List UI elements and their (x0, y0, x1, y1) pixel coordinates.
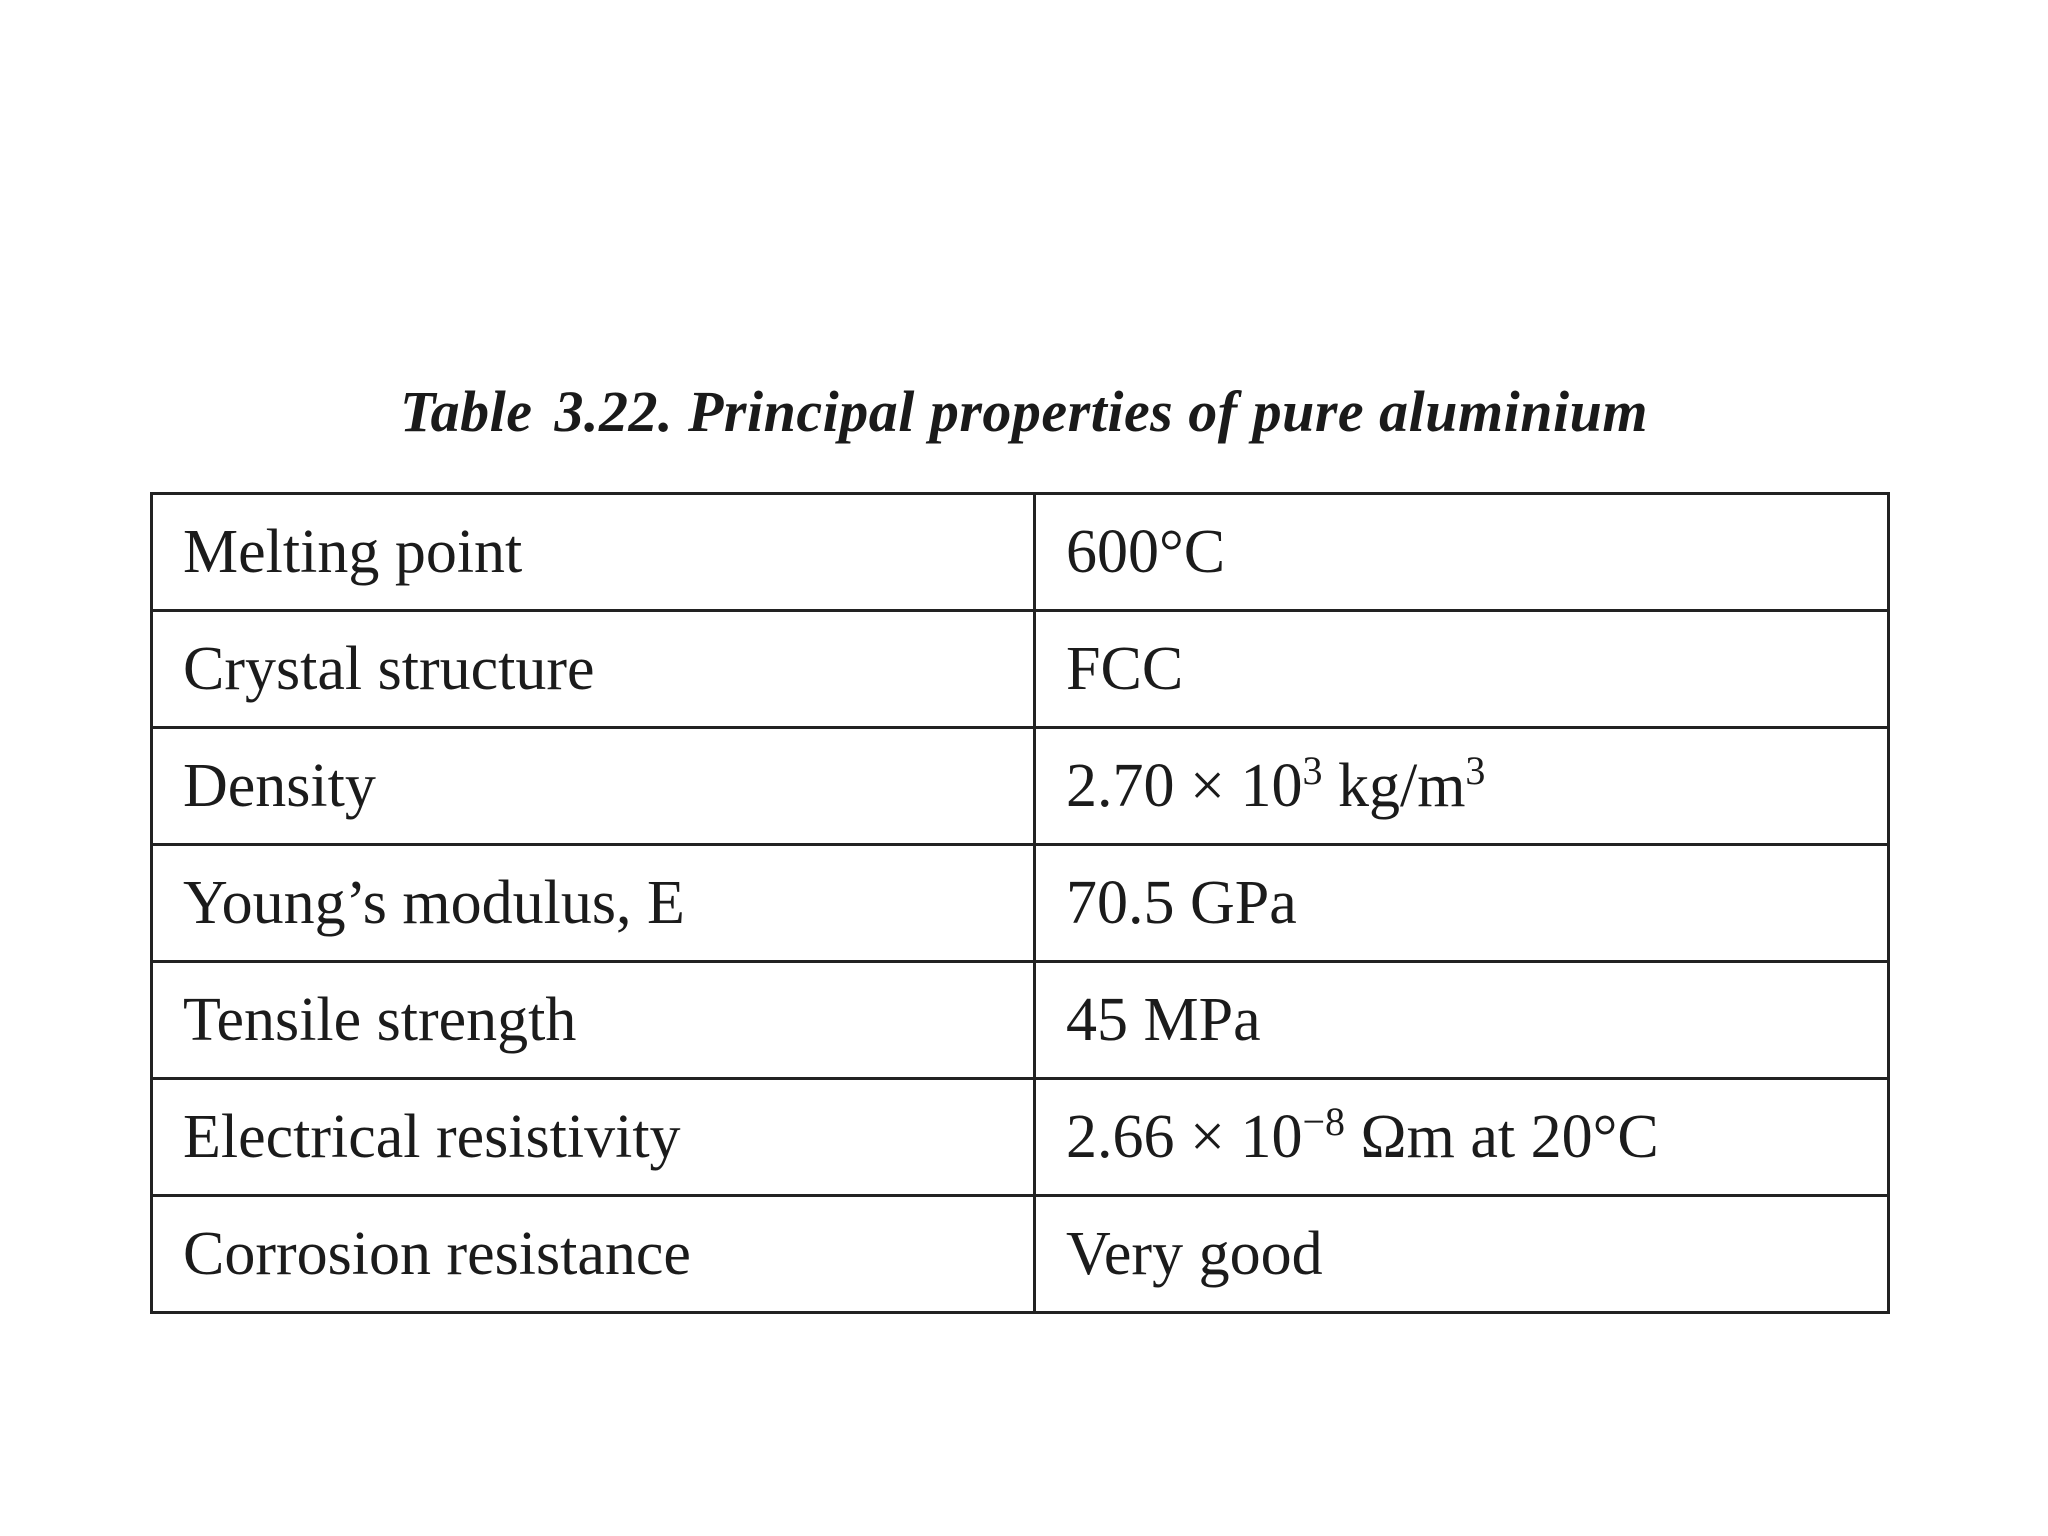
table-caption (0, 378, 2048, 445)
property-cell: Corrosion resistance (152, 1196, 1035, 1313)
table-row (152, 962, 1889, 1079)
value-base: 2.70 × 10 (1066, 751, 1303, 820)
value-cell: FCC (1035, 611, 1889, 728)
value-base: 2.66 × 10 (1066, 1102, 1303, 1171)
value-unit-exponent: 3 (1465, 747, 1486, 793)
table-row (152, 845, 1889, 962)
property-cell: Melting point (152, 494, 1035, 611)
table-row (152, 611, 1889, 728)
value-exponent: 3 (1302, 747, 1323, 793)
caption-title: 3.22. Principal properties of pure aluminium (554, 379, 1648, 444)
value-cell: Very good (1035, 1196, 1889, 1313)
table-row (152, 728, 1889, 845)
property-cell: Density (152, 728, 1035, 845)
value-tail: Ωm at 20°C (1345, 1102, 1659, 1171)
value-exponent: −8 (1302, 1098, 1346, 1144)
table-row (152, 1079, 1889, 1196)
value-cell: 45 MPa (1035, 962, 1889, 1079)
value-cell: 600°C (1035, 494, 1889, 611)
value-cell: 70.5 GPa (1035, 845, 1889, 962)
value-cell (1035, 1079, 1889, 1196)
property-cell: Young’s modulus, E (152, 845, 1035, 962)
table-row (152, 494, 1889, 611)
caption-label: Table (400, 379, 533, 444)
table-row (152, 1196, 1889, 1313)
properties-table (150, 492, 1890, 1314)
property-cell: Electrical resistivity (152, 1079, 1035, 1196)
property-cell: Crystal structure (152, 611, 1035, 728)
property-cell: Tensile strength (152, 962, 1035, 1079)
value-unit: kg/m (1322, 751, 1466, 820)
value-cell (1035, 728, 1889, 845)
